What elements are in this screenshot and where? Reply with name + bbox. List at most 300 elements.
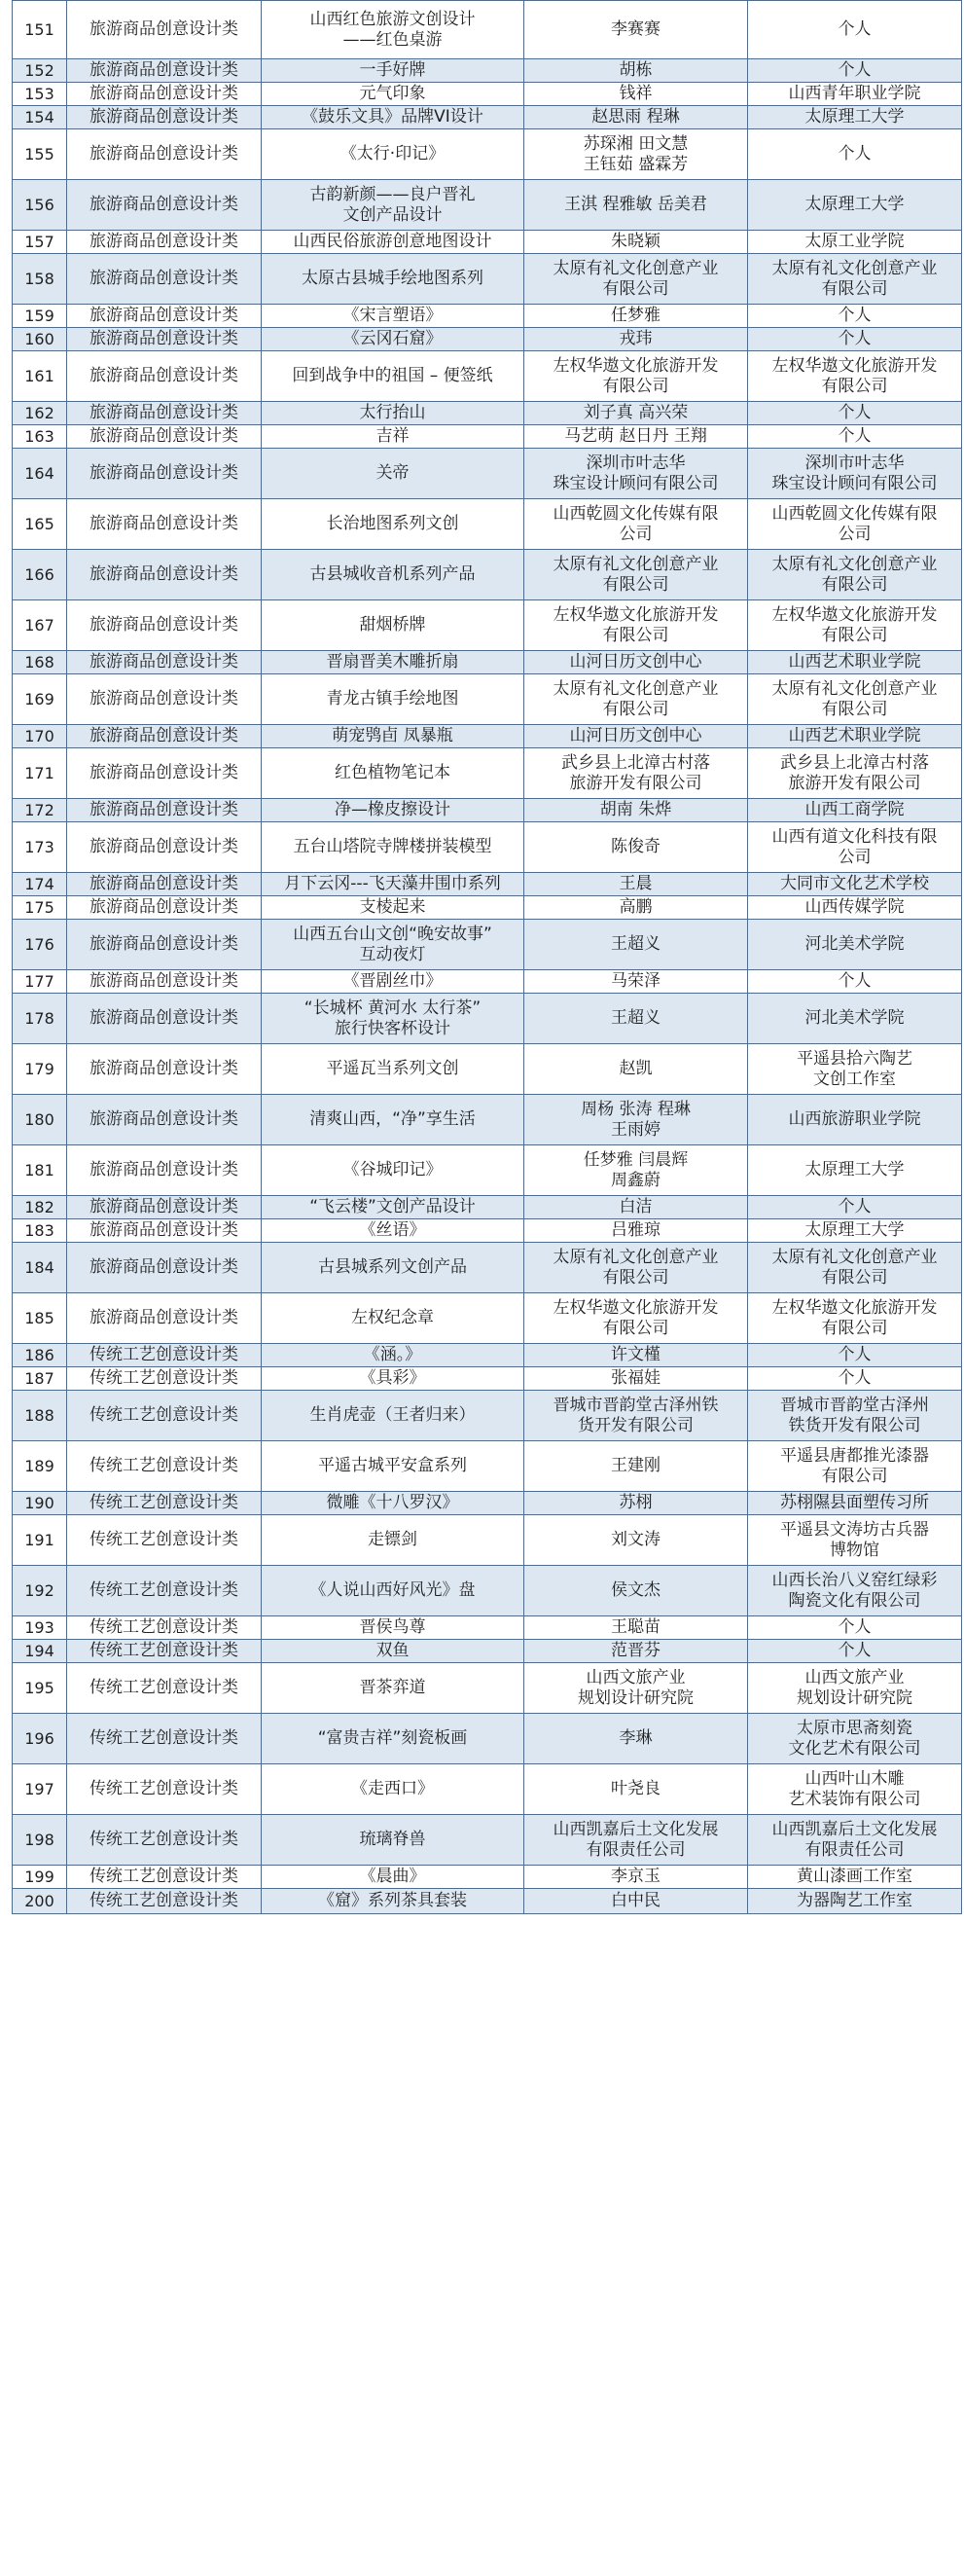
unit-cell: 平遥县文涛坊古兵器 博物馆 — [748, 1515, 962, 1566]
row-number: 176 — [13, 920, 67, 970]
work-title-cell: 太行抬山 — [262, 402, 524, 425]
unit-cell: 个人 — [748, 402, 962, 425]
category-cell: 传统工艺创意设计类 — [67, 1889, 262, 1914]
table-row — [13, 254, 962, 305]
category-cell: 旅游商品创意设计类 — [67, 83, 262, 106]
author-cell: 山西文旅产业 规划设计研究院 — [524, 1663, 748, 1714]
row-number: 180 — [13, 1095, 67, 1145]
author-cell: 侯文杰 — [524, 1566, 748, 1616]
work-title-cell: 青龙古镇手绘地图 — [262, 674, 524, 725]
category-cell: 旅游商品创意设计类 — [67, 1243, 262, 1293]
row-number: 179 — [13, 1044, 67, 1095]
category-cell: 传统工艺创意设计类 — [67, 1367, 262, 1391]
author-cell: 刘文涛 — [524, 1515, 748, 1566]
row-number: 190 — [13, 1492, 67, 1515]
row-number: 198 — [13, 1815, 67, 1866]
row-number: 199 — [13, 1866, 67, 1889]
author-cell: 左权华遨文化旅游开发 有限公司 — [524, 600, 748, 651]
category-cell: 旅游商品创意设计类 — [67, 231, 262, 254]
row-number: 165 — [13, 499, 67, 550]
table-row — [13, 651, 962, 674]
category-cell: 旅游商品创意设计类 — [67, 970, 262, 994]
category-cell: 旅游商品创意设计类 — [67, 129, 262, 180]
table-row — [13, 499, 962, 550]
table-row — [13, 305, 962, 328]
table-row — [13, 351, 962, 402]
unit-cell: 个人 — [748, 1344, 962, 1367]
table-row — [13, 1616, 962, 1640]
work-title-cell: 走镖剑 — [262, 1515, 524, 1566]
unit-cell: 苏栩隰县面塑传习所 — [748, 1492, 962, 1515]
category-cell: 传统工艺创意设计类 — [67, 1714, 262, 1764]
row-number: 197 — [13, 1764, 67, 1815]
unit-cell: 山西艺术职业学院 — [748, 725, 962, 748]
unit-cell: 大同市文化艺术学校 — [748, 873, 962, 896]
author-cell: 戎玮 — [524, 328, 748, 351]
unit-cell: 太原工业学院 — [748, 231, 962, 254]
work-title-cell: 长治地图系列文创 — [262, 499, 524, 550]
table-row — [13, 1293, 962, 1344]
category-cell: 旅游商品创意设计类 — [67, 920, 262, 970]
unit-cell: 个人 — [748, 1640, 962, 1663]
row-number: 164 — [13, 449, 67, 499]
table-row — [13, 1492, 962, 1515]
author-cell: 王晨 — [524, 873, 748, 896]
author-cell: 左权华遨文化旅游开发 有限公司 — [524, 351, 748, 402]
unit-cell: 个人 — [748, 1367, 962, 1391]
work-title-cell: 《晨曲》 — [262, 1866, 524, 1889]
work-title-cell: 山西红色旅游文创设计 ——红色桌游 — [262, 1, 524, 59]
category-cell: 旅游商品创意设计类 — [67, 1044, 262, 1095]
row-number: 178 — [13, 994, 67, 1044]
row-number: 159 — [13, 305, 67, 328]
category-cell: 旅游商品创意设计类 — [67, 799, 262, 822]
table-row — [13, 1367, 962, 1391]
row-number: 184 — [13, 1243, 67, 1293]
category-cell: 旅游商品创意设计类 — [67, 748, 262, 799]
author-cell: 王超义 — [524, 994, 748, 1044]
unit-cell: 为器陶艺工作室 — [748, 1889, 962, 1914]
unit-cell: 个人 — [748, 1, 962, 59]
row-number: 154 — [13, 106, 67, 129]
row-number: 186 — [13, 1344, 67, 1367]
category-cell: 旅游商品创意设计类 — [67, 1219, 262, 1243]
work-title-cell: 清爽山西，“净”享生活 — [262, 1095, 524, 1145]
work-title-cell: 净—橡皮擦设计 — [262, 799, 524, 822]
work-title-cell: 《云冈石窟》 — [262, 328, 524, 351]
row-number: 166 — [13, 550, 67, 600]
author-cell: 苏琛湘 田文慧 王钰茹 盛霖芳 — [524, 129, 748, 180]
row-number: 169 — [13, 674, 67, 725]
work-title-cell: “富贵吉祥”刻瓷板画 — [262, 1714, 524, 1764]
table-row — [13, 106, 962, 129]
unit-cell: 太原有礼文化创意产业 有限公司 — [748, 254, 962, 305]
unit-cell: 个人 — [748, 129, 962, 180]
work-title-cell: 《具彩》 — [262, 1367, 524, 1391]
unit-cell: 山西长治八义窑红绿彩 陶瓷文化有限公司 — [748, 1566, 962, 1616]
work-title-cell: 《人说山西好风光》盘 — [262, 1566, 524, 1616]
author-cell: 马艺萌 赵日丹 王翔 — [524, 425, 748, 449]
table-row — [13, 1889, 962, 1914]
work-title-cell: 一手好牌 — [262, 59, 524, 83]
row-number: 181 — [13, 1145, 67, 1196]
work-title-cell: 晋侯鸟尊 — [262, 1616, 524, 1640]
work-title-cell: 《晋剧丝巾》 — [262, 970, 524, 994]
author-cell: 胡南 朱烨 — [524, 799, 748, 822]
unit-cell: 晋城市晋韵堂古泽州 铁货开发有限公司 — [748, 1391, 962, 1441]
category-cell: 旅游商品创意设计类 — [67, 499, 262, 550]
awards-table-sheet — [12, 0, 961, 1914]
unit-cell: 山西工商学院 — [748, 799, 962, 822]
table-row — [13, 1095, 962, 1145]
category-cell: 旅游商品创意设计类 — [67, 449, 262, 499]
category-cell: 传统工艺创意设计类 — [67, 1391, 262, 1441]
author-cell: 太原有礼文化创意产业 有限公司 — [524, 254, 748, 305]
unit-cell: 左权华遨文化旅游开发 有限公司 — [748, 1293, 962, 1344]
unit-cell: 山西青年职业学院 — [748, 83, 962, 106]
author-cell: 山河日历文创中心 — [524, 725, 748, 748]
table-row — [13, 1219, 962, 1243]
row-number: 191 — [13, 1515, 67, 1566]
table-row — [13, 402, 962, 425]
row-number: 185 — [13, 1293, 67, 1344]
row-number: 168 — [13, 651, 67, 674]
category-cell: 旅游商品创意设计类 — [67, 994, 262, 1044]
table-row — [13, 328, 962, 351]
author-cell: 王超义 — [524, 920, 748, 970]
row-number: 188 — [13, 1391, 67, 1441]
unit-cell: 太原理工大学 — [748, 180, 962, 231]
row-number: 173 — [13, 822, 67, 873]
work-title-cell: 微雕《十八罗汉》 — [262, 1492, 524, 1515]
table-row — [13, 1344, 962, 1367]
table-row — [13, 748, 962, 799]
table-row — [13, 1441, 962, 1492]
table-row — [13, 799, 962, 822]
row-number: 193 — [13, 1616, 67, 1640]
author-cell: 任梦雅 — [524, 305, 748, 328]
work-title-cell: 晋茶弈道 — [262, 1663, 524, 1714]
row-number: 161 — [13, 351, 67, 402]
category-cell: 旅游商品创意设计类 — [67, 1095, 262, 1145]
unit-cell: 山西文旅产业 规划设计研究院 — [748, 1663, 962, 1714]
work-title-cell: 太原古县城手绘地图系列 — [262, 254, 524, 305]
unit-cell: 个人 — [748, 1616, 962, 1640]
row-number: 182 — [13, 1196, 67, 1219]
work-title-cell: 元气印象 — [262, 83, 524, 106]
category-cell: 旅游商品创意设计类 — [67, 600, 262, 651]
table-row — [13, 550, 962, 600]
author-cell: 左权华遨文化旅游开发 有限公司 — [524, 1293, 748, 1344]
unit-cell: 深圳市叶志华 珠宝设计顾问有限公司 — [748, 449, 962, 499]
category-cell: 旅游商品创意设计类 — [67, 873, 262, 896]
unit-cell: 个人 — [748, 425, 962, 449]
work-title-cell: 生肖虎壶（王者归来） — [262, 1391, 524, 1441]
unit-cell: 个人 — [748, 1196, 962, 1219]
work-title-cell: 五台山塔院寺牌楼拼装模型 — [262, 822, 524, 873]
table-row — [13, 425, 962, 449]
table-row — [13, 59, 962, 83]
table-row — [13, 920, 962, 970]
category-cell: 旅游商品创意设计类 — [67, 822, 262, 873]
category-cell: 旅游商品创意设计类 — [67, 1, 262, 59]
author-cell: 张福娃 — [524, 1367, 748, 1391]
category-cell: 旅游商品创意设计类 — [67, 1196, 262, 1219]
author-cell: 太原有礼文化创意产业 有限公司 — [524, 550, 748, 600]
table-row — [13, 1640, 962, 1663]
unit-cell: 黄山漆画工作室 — [748, 1866, 962, 1889]
work-title-cell: 双鱼 — [262, 1640, 524, 1663]
row-number: 153 — [13, 83, 67, 106]
row-number: 192 — [13, 1566, 67, 1616]
category-cell: 旅游商品创意设计类 — [67, 1145, 262, 1196]
category-cell: 传统工艺创意设计类 — [67, 1566, 262, 1616]
category-cell: 传统工艺创意设计类 — [67, 1441, 262, 1492]
row-number: 152 — [13, 59, 67, 83]
work-title-cell: 《涵。》 — [262, 1344, 524, 1367]
table-row — [13, 1714, 962, 1764]
table-row — [13, 449, 962, 499]
table-row — [13, 1044, 962, 1095]
work-title-cell: 甜烟桥牌 — [262, 600, 524, 651]
work-title-cell: 回到战争中的祖国 – 便签纸 — [262, 351, 524, 402]
unit-cell: 个人 — [748, 305, 962, 328]
author-cell: 山河日历文创中心 — [524, 651, 748, 674]
category-cell: 旅游商品创意设计类 — [67, 305, 262, 328]
unit-cell: 河北美术学院 — [748, 994, 962, 1044]
unit-cell: 山西有道文化科技有限 公司 — [748, 822, 962, 873]
author-cell: 叶尧良 — [524, 1764, 748, 1815]
author-cell: 李赛赛 — [524, 1, 748, 59]
category-cell: 传统工艺创意设计类 — [67, 1866, 262, 1889]
author-cell: 王淇 程雅敏 岳美君 — [524, 180, 748, 231]
work-title-cell: 山西五台山文创“晚安故事” 互动夜灯 — [262, 920, 524, 970]
work-title-cell: 晋扇晋美木雕折扇 — [262, 651, 524, 674]
unit-cell: 个人 — [748, 970, 962, 994]
work-title-cell: 《谷城印记》 — [262, 1145, 524, 1196]
author-cell: 王聪苗 — [524, 1616, 748, 1640]
unit-cell: 太原市思斋刻瓷 文化艺术有限公司 — [748, 1714, 962, 1764]
row-number: 187 — [13, 1367, 67, 1391]
author-cell: 赵凯 — [524, 1044, 748, 1095]
work-title-cell: 古县城系列文创产品 — [262, 1243, 524, 1293]
awards-table-body — [13, 1, 962, 1914]
row-number: 172 — [13, 799, 67, 822]
unit-cell: 左权华遨文化旅游开发 有限公司 — [748, 600, 962, 651]
unit-cell: 河北美术学院 — [748, 920, 962, 970]
unit-cell: 太原理工大学 — [748, 106, 962, 129]
category-cell: 传统工艺创意设计类 — [67, 1492, 262, 1515]
row-number: 167 — [13, 600, 67, 651]
row-number: 157 — [13, 231, 67, 254]
row-number: 162 — [13, 402, 67, 425]
unit-cell: 太原有礼文化创意产业 有限公司 — [748, 1243, 962, 1293]
table-row — [13, 1515, 962, 1566]
author-cell: 胡栋 — [524, 59, 748, 83]
author-cell: 许文槿 — [524, 1344, 748, 1367]
author-cell: 吕雅琼 — [524, 1219, 748, 1243]
author-cell: 白中民 — [524, 1889, 748, 1914]
work-title-cell: 平遥古城平安盒系列 — [262, 1441, 524, 1492]
author-cell: 李京玉 — [524, 1866, 748, 1889]
author-cell: 朱晓颖 — [524, 231, 748, 254]
row-number: 160 — [13, 328, 67, 351]
author-cell: 李琳 — [524, 1714, 748, 1764]
author-cell: 钱祥 — [524, 83, 748, 106]
author-cell: 山西乾圆文化传媒有限 公司 — [524, 499, 748, 550]
category-cell: 旅游商品创意设计类 — [67, 180, 262, 231]
row-number: 183 — [13, 1219, 67, 1243]
table-row — [13, 725, 962, 748]
work-title-cell: 《太行·印记》 — [262, 129, 524, 180]
work-title-cell: 平遥瓦当系列文创 — [262, 1044, 524, 1095]
work-title-cell: 《丝语》 — [262, 1219, 524, 1243]
table-row — [13, 600, 962, 651]
work-title-cell: 支棱起来 — [262, 896, 524, 920]
author-cell: 深圳市叶志华 珠宝设计顾问有限公司 — [524, 449, 748, 499]
table-row — [13, 1, 962, 59]
unit-cell: 山西旅游职业学院 — [748, 1095, 962, 1145]
author-cell: 山西凯嘉后土文化发展 有限责任公司 — [524, 1815, 748, 1866]
table-row — [13, 822, 962, 873]
category-cell: 旅游商品创意设计类 — [67, 402, 262, 425]
unit-cell: 太原有礼文化创意产业 有限公司 — [748, 550, 962, 600]
unit-cell: 个人 — [748, 328, 962, 351]
work-title-cell: 萌宠鸮卣 凤暴瓶 — [262, 725, 524, 748]
author-cell: 王建刚 — [524, 1441, 748, 1492]
awards-table — [12, 0, 962, 1914]
category-cell: 旅游商品创意设计类 — [67, 896, 262, 920]
table-row — [13, 180, 962, 231]
category-cell: 传统工艺创意设计类 — [67, 1663, 262, 1714]
author-cell: 马荣泽 — [524, 970, 748, 994]
author-cell: 周杨 张涛 程琳 王雨婷 — [524, 1095, 748, 1145]
author-cell: 高鹏 — [524, 896, 748, 920]
row-number: 195 — [13, 1663, 67, 1714]
category-cell: 旅游商品创意设计类 — [67, 106, 262, 129]
unit-cell: 武乡县上北漳古村落 旅游开发有限公司 — [748, 748, 962, 799]
unit-cell: 平遥县唐都推光漆器 有限公司 — [748, 1441, 962, 1492]
category-cell: 传统工艺创意设计类 — [67, 1515, 262, 1566]
table-row — [13, 1196, 962, 1219]
author-cell: 苏栩 — [524, 1492, 748, 1515]
row-number: 200 — [13, 1889, 67, 1914]
work-title-cell: 关帝 — [262, 449, 524, 499]
unit-cell: 太原有礼文化创意产业 有限公司 — [748, 674, 962, 725]
author-cell: 白洁 — [524, 1196, 748, 1219]
author-cell: 刘子真 高兴荣 — [524, 402, 748, 425]
row-number: 194 — [13, 1640, 67, 1663]
author-cell: 范晋芬 — [524, 1640, 748, 1663]
category-cell: 旅游商品创意设计类 — [67, 59, 262, 83]
row-number: 174 — [13, 873, 67, 896]
unit-cell: 山西叶山木雕 艺术装饰有限公司 — [748, 1764, 962, 1815]
table-row — [13, 896, 962, 920]
category-cell: 旅游商品创意设计类 — [67, 254, 262, 305]
work-title-cell: 红色植物笔记本 — [262, 748, 524, 799]
category-cell: 旅游商品创意设计类 — [67, 674, 262, 725]
work-title-cell: 《宋言塑语》 — [262, 305, 524, 328]
work-title-cell: “长城杯 黄河水 太行茶” 旅行快客杯设计 — [262, 994, 524, 1044]
row-number: 196 — [13, 1714, 67, 1764]
table-row — [13, 129, 962, 180]
unit-cell: 左权华遨文化旅游开发 有限公司 — [748, 351, 962, 402]
category-cell: 旅游商品创意设计类 — [67, 651, 262, 674]
table-row — [13, 1764, 962, 1815]
work-title-cell: 吉祥 — [262, 425, 524, 449]
unit-cell: 太原理工大学 — [748, 1219, 962, 1243]
category-cell: 传统工艺创意设计类 — [67, 1764, 262, 1815]
table-row — [13, 873, 962, 896]
author-cell: 太原有礼文化创意产业 有限公司 — [524, 674, 748, 725]
table-row — [13, 1866, 962, 1889]
row-number: 155 — [13, 129, 67, 180]
table-row — [13, 1566, 962, 1616]
row-number: 158 — [13, 254, 67, 305]
work-title-cell: 《窟》系列茶具套装 — [262, 1889, 524, 1914]
table-row — [13, 231, 962, 254]
category-cell: 传统工艺创意设计类 — [67, 1616, 262, 1640]
unit-cell: 山西凯嘉后土文化发展 有限责任公司 — [748, 1815, 962, 1866]
row-number: 170 — [13, 725, 67, 748]
category-cell: 传统工艺创意设计类 — [67, 1344, 262, 1367]
author-cell: 任梦雅 闫晨辉 周鑫蔚 — [524, 1145, 748, 1196]
category-cell: 传统工艺创意设计类 — [67, 1815, 262, 1866]
unit-cell: 太原理工大学 — [748, 1145, 962, 1196]
table-row — [13, 83, 962, 106]
row-number: 177 — [13, 970, 67, 994]
category-cell: 旅游商品创意设计类 — [67, 328, 262, 351]
category-cell: 旅游商品创意设计类 — [67, 425, 262, 449]
category-cell: 旅游商品创意设计类 — [67, 351, 262, 402]
row-number: 175 — [13, 896, 67, 920]
category-cell: 传统工艺创意设计类 — [67, 1640, 262, 1663]
work-title-cell: 月下云冈---飞天藻井围巾系列 — [262, 873, 524, 896]
author-cell: 赵思雨 程琳 — [524, 106, 748, 129]
unit-cell: 山西艺术职业学院 — [748, 651, 962, 674]
unit-cell: 山西乾圆文化传媒有限 公司 — [748, 499, 962, 550]
work-title-cell: “飞云楼”文创产品设计 — [262, 1196, 524, 1219]
unit-cell: 个人 — [748, 59, 962, 83]
table-row — [13, 994, 962, 1044]
work-title-cell: 古韵新颜——良户晋礼 文创产品设计 — [262, 180, 524, 231]
row-number: 163 — [13, 425, 67, 449]
work-title-cell: 琉璃脊兽 — [262, 1815, 524, 1866]
author-cell: 武乡县上北漳古村落 旅游开发有限公司 — [524, 748, 748, 799]
table-row — [13, 1391, 962, 1441]
category-cell: 旅游商品创意设计类 — [67, 725, 262, 748]
author-cell: 陈俊奇 — [524, 822, 748, 873]
work-title-cell: 左权纪念章 — [262, 1293, 524, 1344]
table-row — [13, 1663, 962, 1714]
table-row — [13, 1145, 962, 1196]
row-number: 151 — [13, 1, 67, 59]
work-title-cell: 《走西口》 — [262, 1764, 524, 1815]
category-cell: 旅游商品创意设计类 — [67, 1293, 262, 1344]
author-cell: 晋城市晋韵堂古泽州铁 货开发有限公司 — [524, 1391, 748, 1441]
row-number: 156 — [13, 180, 67, 231]
unit-cell: 平遥县拾六陶艺 文创工作室 — [748, 1044, 962, 1095]
work-title-cell: 山西民俗旅游创意地图设计 — [262, 231, 524, 254]
table-row — [13, 1815, 962, 1866]
table-row — [13, 1243, 962, 1293]
unit-cell: 山西传媒学院 — [748, 896, 962, 920]
work-title-cell: 古县城收音机系列产品 — [262, 550, 524, 600]
table-row — [13, 970, 962, 994]
work-title-cell: 《鼓乐文具》品牌VI设计 — [262, 106, 524, 129]
author-cell: 太原有礼文化创意产业 有限公司 — [524, 1243, 748, 1293]
category-cell: 旅游商品创意设计类 — [67, 550, 262, 600]
